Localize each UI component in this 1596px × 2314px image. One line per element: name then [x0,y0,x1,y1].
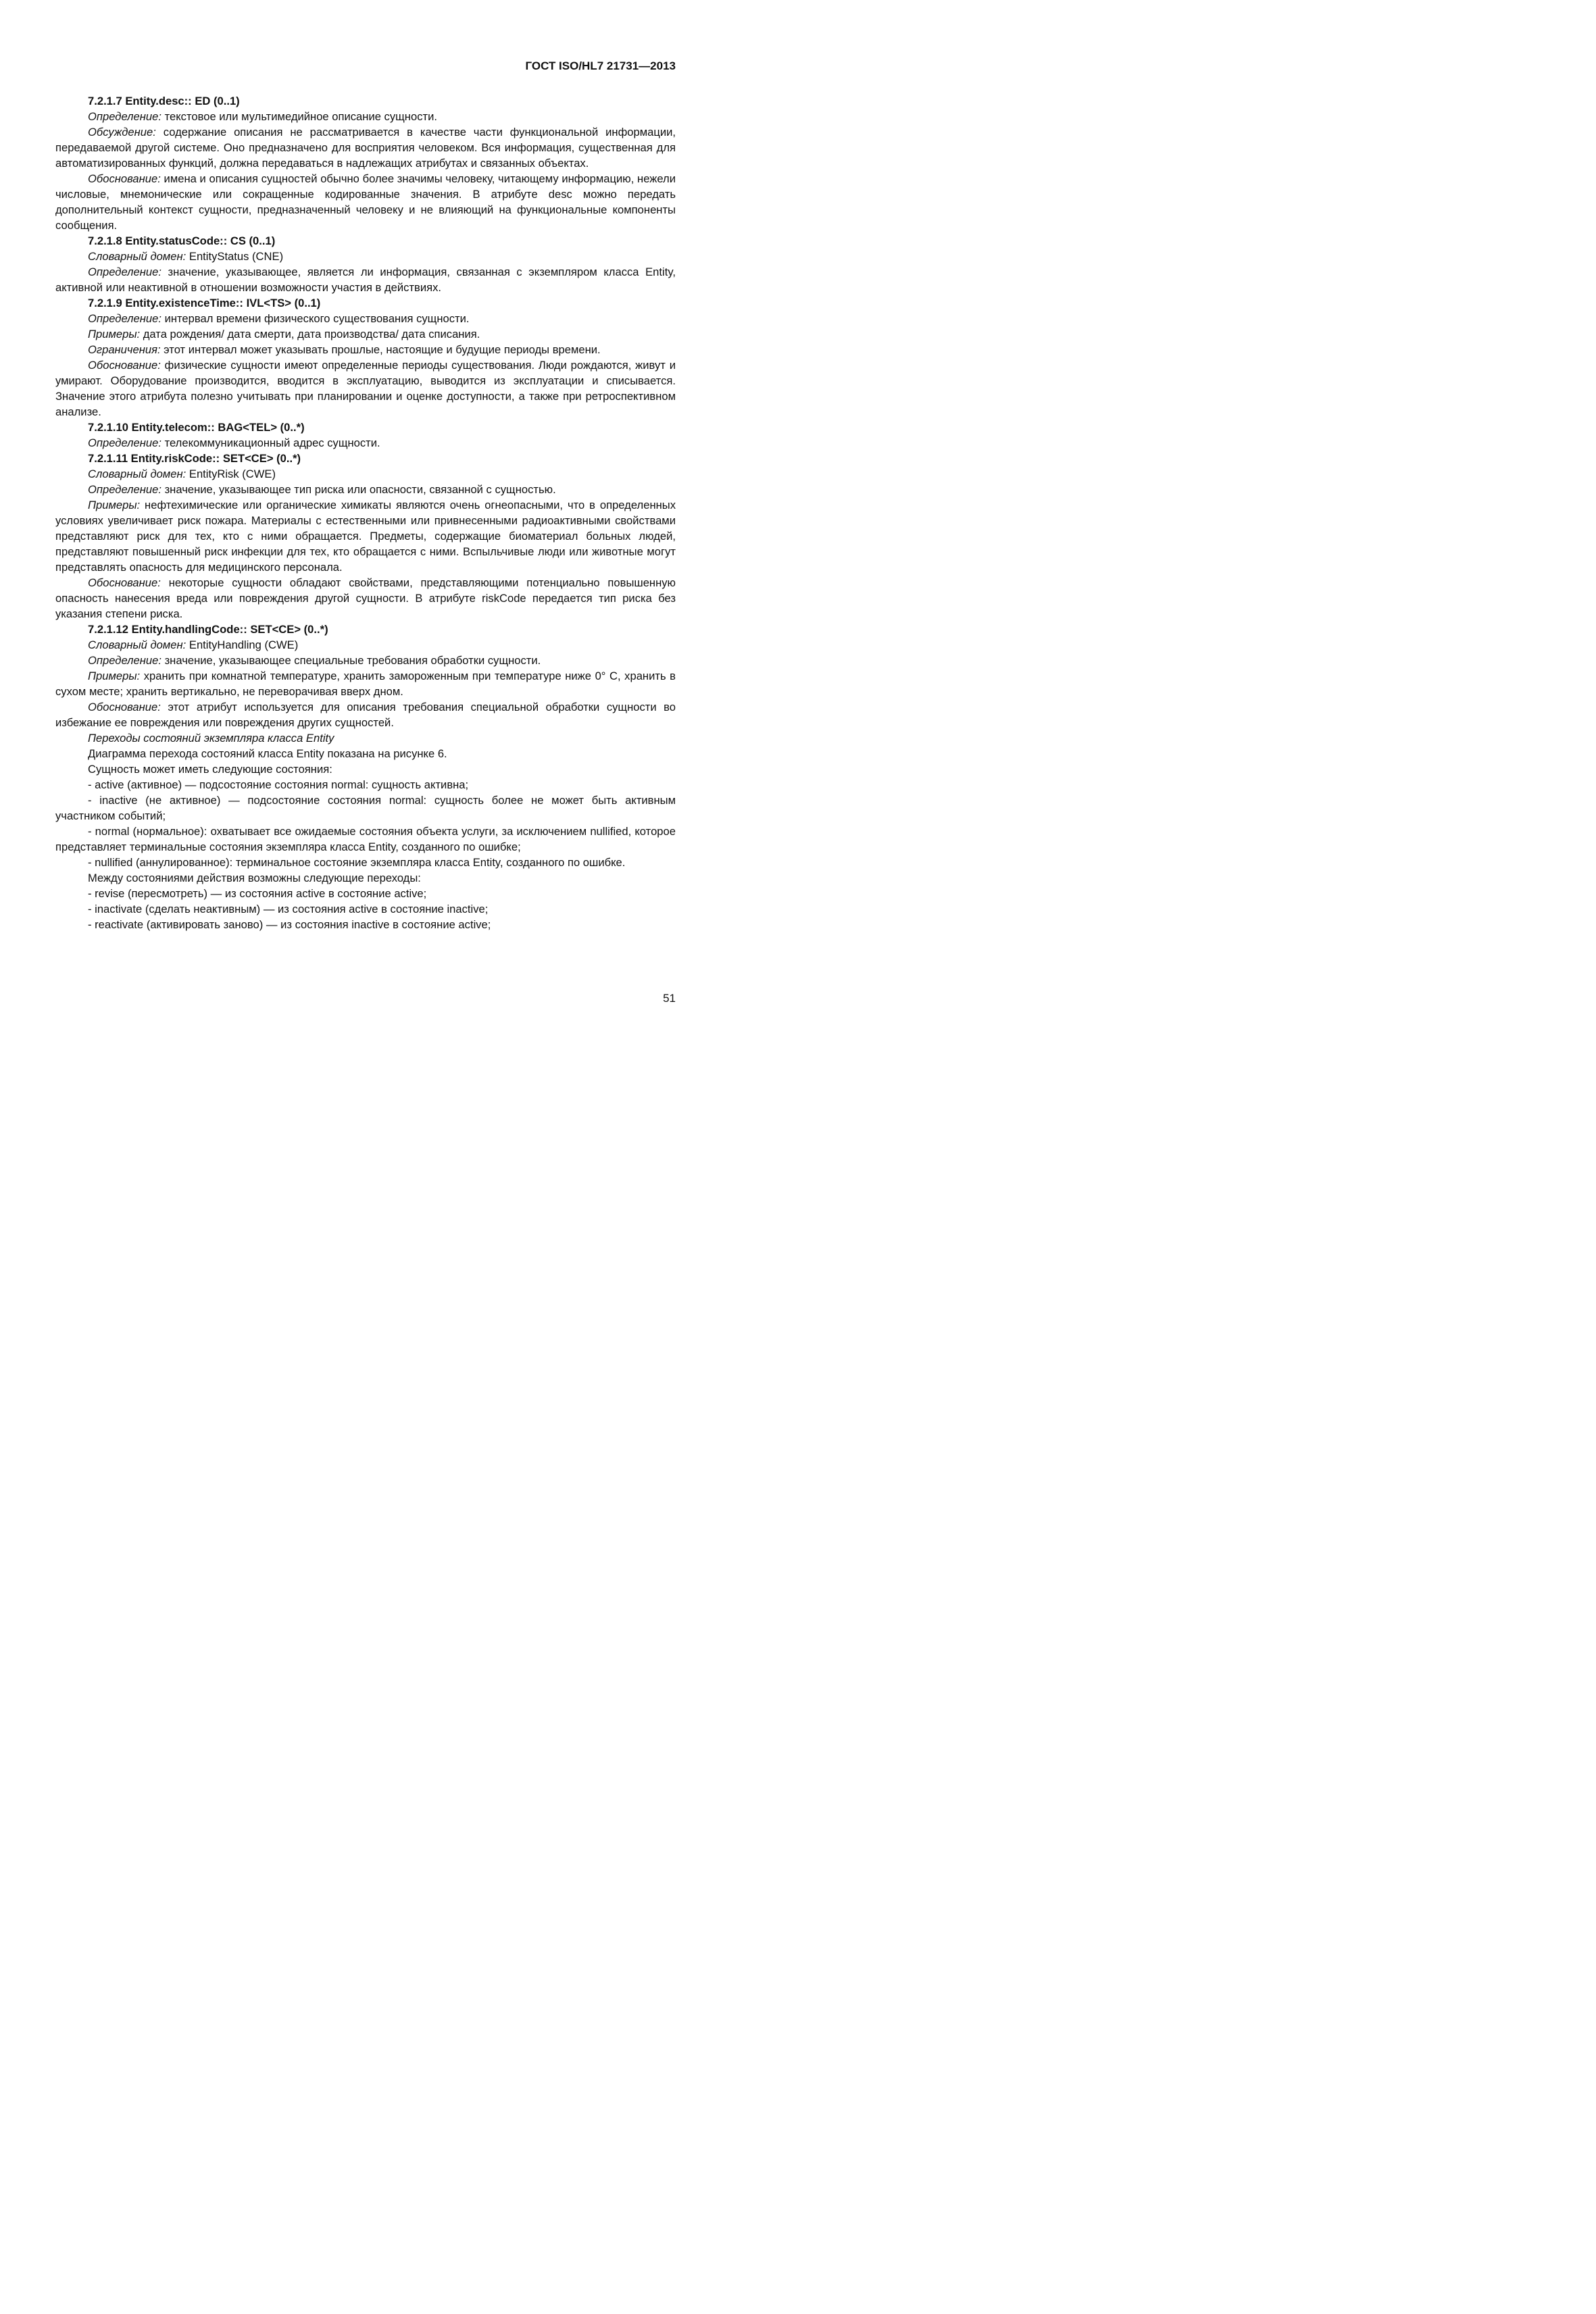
paragraph [55,311,676,326]
paragraph [55,357,676,420]
paragraph-text: имена и описания сущностей обычно более значимы человеку, читающему информацию, нежели числовые, мнемонические или сокращенные кодированные значения. В атрибуте desc можно передать дополнительный контекст сущности, предназначенный человеку и не влияющий на функциональные компоненты сообщения. [55,172,676,232]
document-header: ГОСТ ISO/HL7 21731—2013 [525,59,676,72]
paragraph-text: - active (активное) — подсостояние состояния normal: сущность активна; [88,778,469,791]
paragraph [55,870,676,886]
paragraph-text: текстовое или мультимедийное описание сущности. [161,110,437,123]
section-heading: 7.2.1.7 Entity.desc:: ED (0..1) [88,95,240,107]
paragraph [55,746,676,761]
section-heading: 7.2.1.10 Entity.telecom:: BAG<TEL> (0..*) [88,421,305,434]
paragraph [55,699,676,730]
paragraph [55,653,676,668]
section-heading: 7.2.1.12 Entity.handlingCode:: SET<CE> (0..*) [88,623,328,636]
paragraph [55,730,676,746]
paragraph [55,435,676,451]
paragraph-text: EntityHandling (CWE) [186,638,299,651]
paragraph-label: Примеры: [88,499,141,511]
paragraph-text: - revise (пересмотреть) — из состояния active в состояние active; [88,887,427,900]
paragraph [55,264,676,295]
paragraph-text: значение, указывающее специальные требования обработки сущности. [161,654,541,667]
paragraph-label: Обоснование: [88,701,161,713]
paragraph [55,326,676,342]
paragraph-text: этот интервал может указывать прошлые, настоящие и будущие периоды времени. [160,343,601,356]
paragraph-text: Между состояниями действия возможны следующие переходы: [88,872,421,884]
paragraph-text: содержание описания не рассматривается в качестве части функциональной информации, передаваемой другой системе. Оно предназначено для восприятия человеком. Вся информация, существенная для автоматизированных функций, должна передаваться в надлежащих атрибутах и связанных объектах. [55,126,676,170]
paragraph [55,824,676,855]
section-heading: 7.2.1.9 Entity.existenceTime:: IVL<TS> (0..1) [88,297,321,309]
paragraph-text: Диаграмма перехода состояний класса Entity показана на рисунке 6. [88,747,447,760]
document-page [0,0,732,1042]
paragraph-text: физические сущности имеют определенные периоды существования. Люди рождаются, живут и умирают. Оборудование производится, вводится в эксплуатацию, выводится из эксплуатации и списывается. Значение этого атрибута полезно учитывать при планировании и оценке доступности, а также при ретроспективном анализе. [55,359,676,418]
paragraph [55,917,676,932]
paragraph [55,668,676,699]
paragraph [55,482,676,497]
paragraph-text: - inactive (не активное) — подсостояние состояния normal: сущность более не может быть активным участником событий; [55,794,676,822]
paragraph [55,761,676,777]
paragraph-text: - reactivate (активировать заново) — из состояния inactive в состояние active; [88,918,491,931]
paragraph-label: Обоснование: [88,576,161,589]
paragraph-label: Примеры: [88,670,141,682]
document-body [55,93,676,932]
paragraph-label: Обоснование: [88,172,161,185]
paragraph-text: хранить при комнатной температуре, хранить замороженным при температуре ниже 0° С, хранить в сухом месте; хранить вертикально, не переворачивая вверх дном. [55,670,676,698]
paragraph-label: Определение: [88,654,161,667]
paragraph-text: EntityRisk (CWE) [186,468,276,480]
paragraph [55,777,676,793]
paragraph-label: Ограничения: [88,343,161,356]
paragraph-label: Определение: [88,110,161,123]
paragraph-label: Словарный домен: [88,250,186,263]
section-heading: 7.2.1.8 Entity.statusCode:: CS (0..1) [88,234,276,247]
paragraph [55,171,676,233]
paragraph [55,886,676,901]
paragraph [55,497,676,575]
paragraph-label: Обсуждение: [88,126,156,139]
paragraph [55,342,676,357]
paragraph-label: Определение: [88,266,161,278]
paragraph-label: Переходы состояний экземпляра класса Entity [88,732,334,745]
paragraph-label: Обоснование: [88,359,161,372]
paragraph [55,793,676,824]
paragraph-text: некоторые сущности обладают свойствами, представляющими потенциально повышенную опасность нанесения вреда или повреждения другой сущности. В атрибуте riskCode передается тип риска без указания степени риска. [55,576,676,620]
paragraph-label: Примеры: [88,328,141,341]
paragraph [55,637,676,653]
paragraph-text: EntityStatus (CNE) [186,250,284,263]
paragraph-label: Определение: [88,312,161,325]
section-heading: 7.2.1.11 Entity.riskCode:: SET<CE> (0..*) [88,452,301,465]
paragraph-text: значение, указывающее тип риска или опасности, связанной с сущностью. [161,483,556,496]
paragraph-text: нефтехимические или органические химикаты являются очень огнеопасными, что в определенных условиях увеличивает риск пожара. Материалы с естественными или привнесенными радиоактивными свойствами представляют риск для тех, кто с ними обращается. Предметы, содержащие биоматериал больных людей, представляют повышенный риск инфекции для тех, кто обращается с ними. Вспыльчивые люди или животные могут представлять опасность для медицинского персонала. [55,499,676,574]
page-number: 51 [663,992,676,1005]
paragraph-text: дата рождения/ дата смерти, дата производства/ дата списания. [140,328,480,341]
paragraph-text: этот атрибут используется для описания требования специальной обработки сущности во избежание ее повреждения или повреждения других сущностей. [55,701,676,729]
paragraph [55,466,676,482]
paragraph-text: телекоммуникационный адрес сущности. [161,436,380,449]
paragraph-label: Определение: [88,483,161,496]
paragraph [55,575,676,622]
paragraph-text: - nullified (аннулированное): терминальное состояние экземпляра класса Entity, созданного по ошибке. [88,856,626,869]
paragraph [55,855,676,870]
paragraph-text: интервал времени физического существования сущности. [161,312,470,325]
paragraph-label: Словарный домен: [88,468,186,480]
paragraph-text: - inactivate (сделать неактивным) — из состояния active в состояние inactive; [88,903,489,915]
paragraph-text: - normal (нормальное): охватывает все ожидаемые состояния объекта услуги, за исключением nullified, которое представляет терминальные состояния экземпляра класса Entity, созданного по ошибке; [55,825,676,853]
paragraph [55,109,676,124]
paragraph [55,249,676,264]
paragraph [55,901,676,917]
paragraph [55,124,676,171]
paragraph-label: Определение: [88,436,161,449]
paragraph-text: Сущность может иметь следующие состояния: [88,763,332,776]
paragraph-label: Словарный домен: [88,638,186,651]
paragraph-text: значение, указывающее, является ли информация, связанная с экземпляром класса Entity, активной или неактивной в отношении возможности участия в действиях. [55,266,676,294]
